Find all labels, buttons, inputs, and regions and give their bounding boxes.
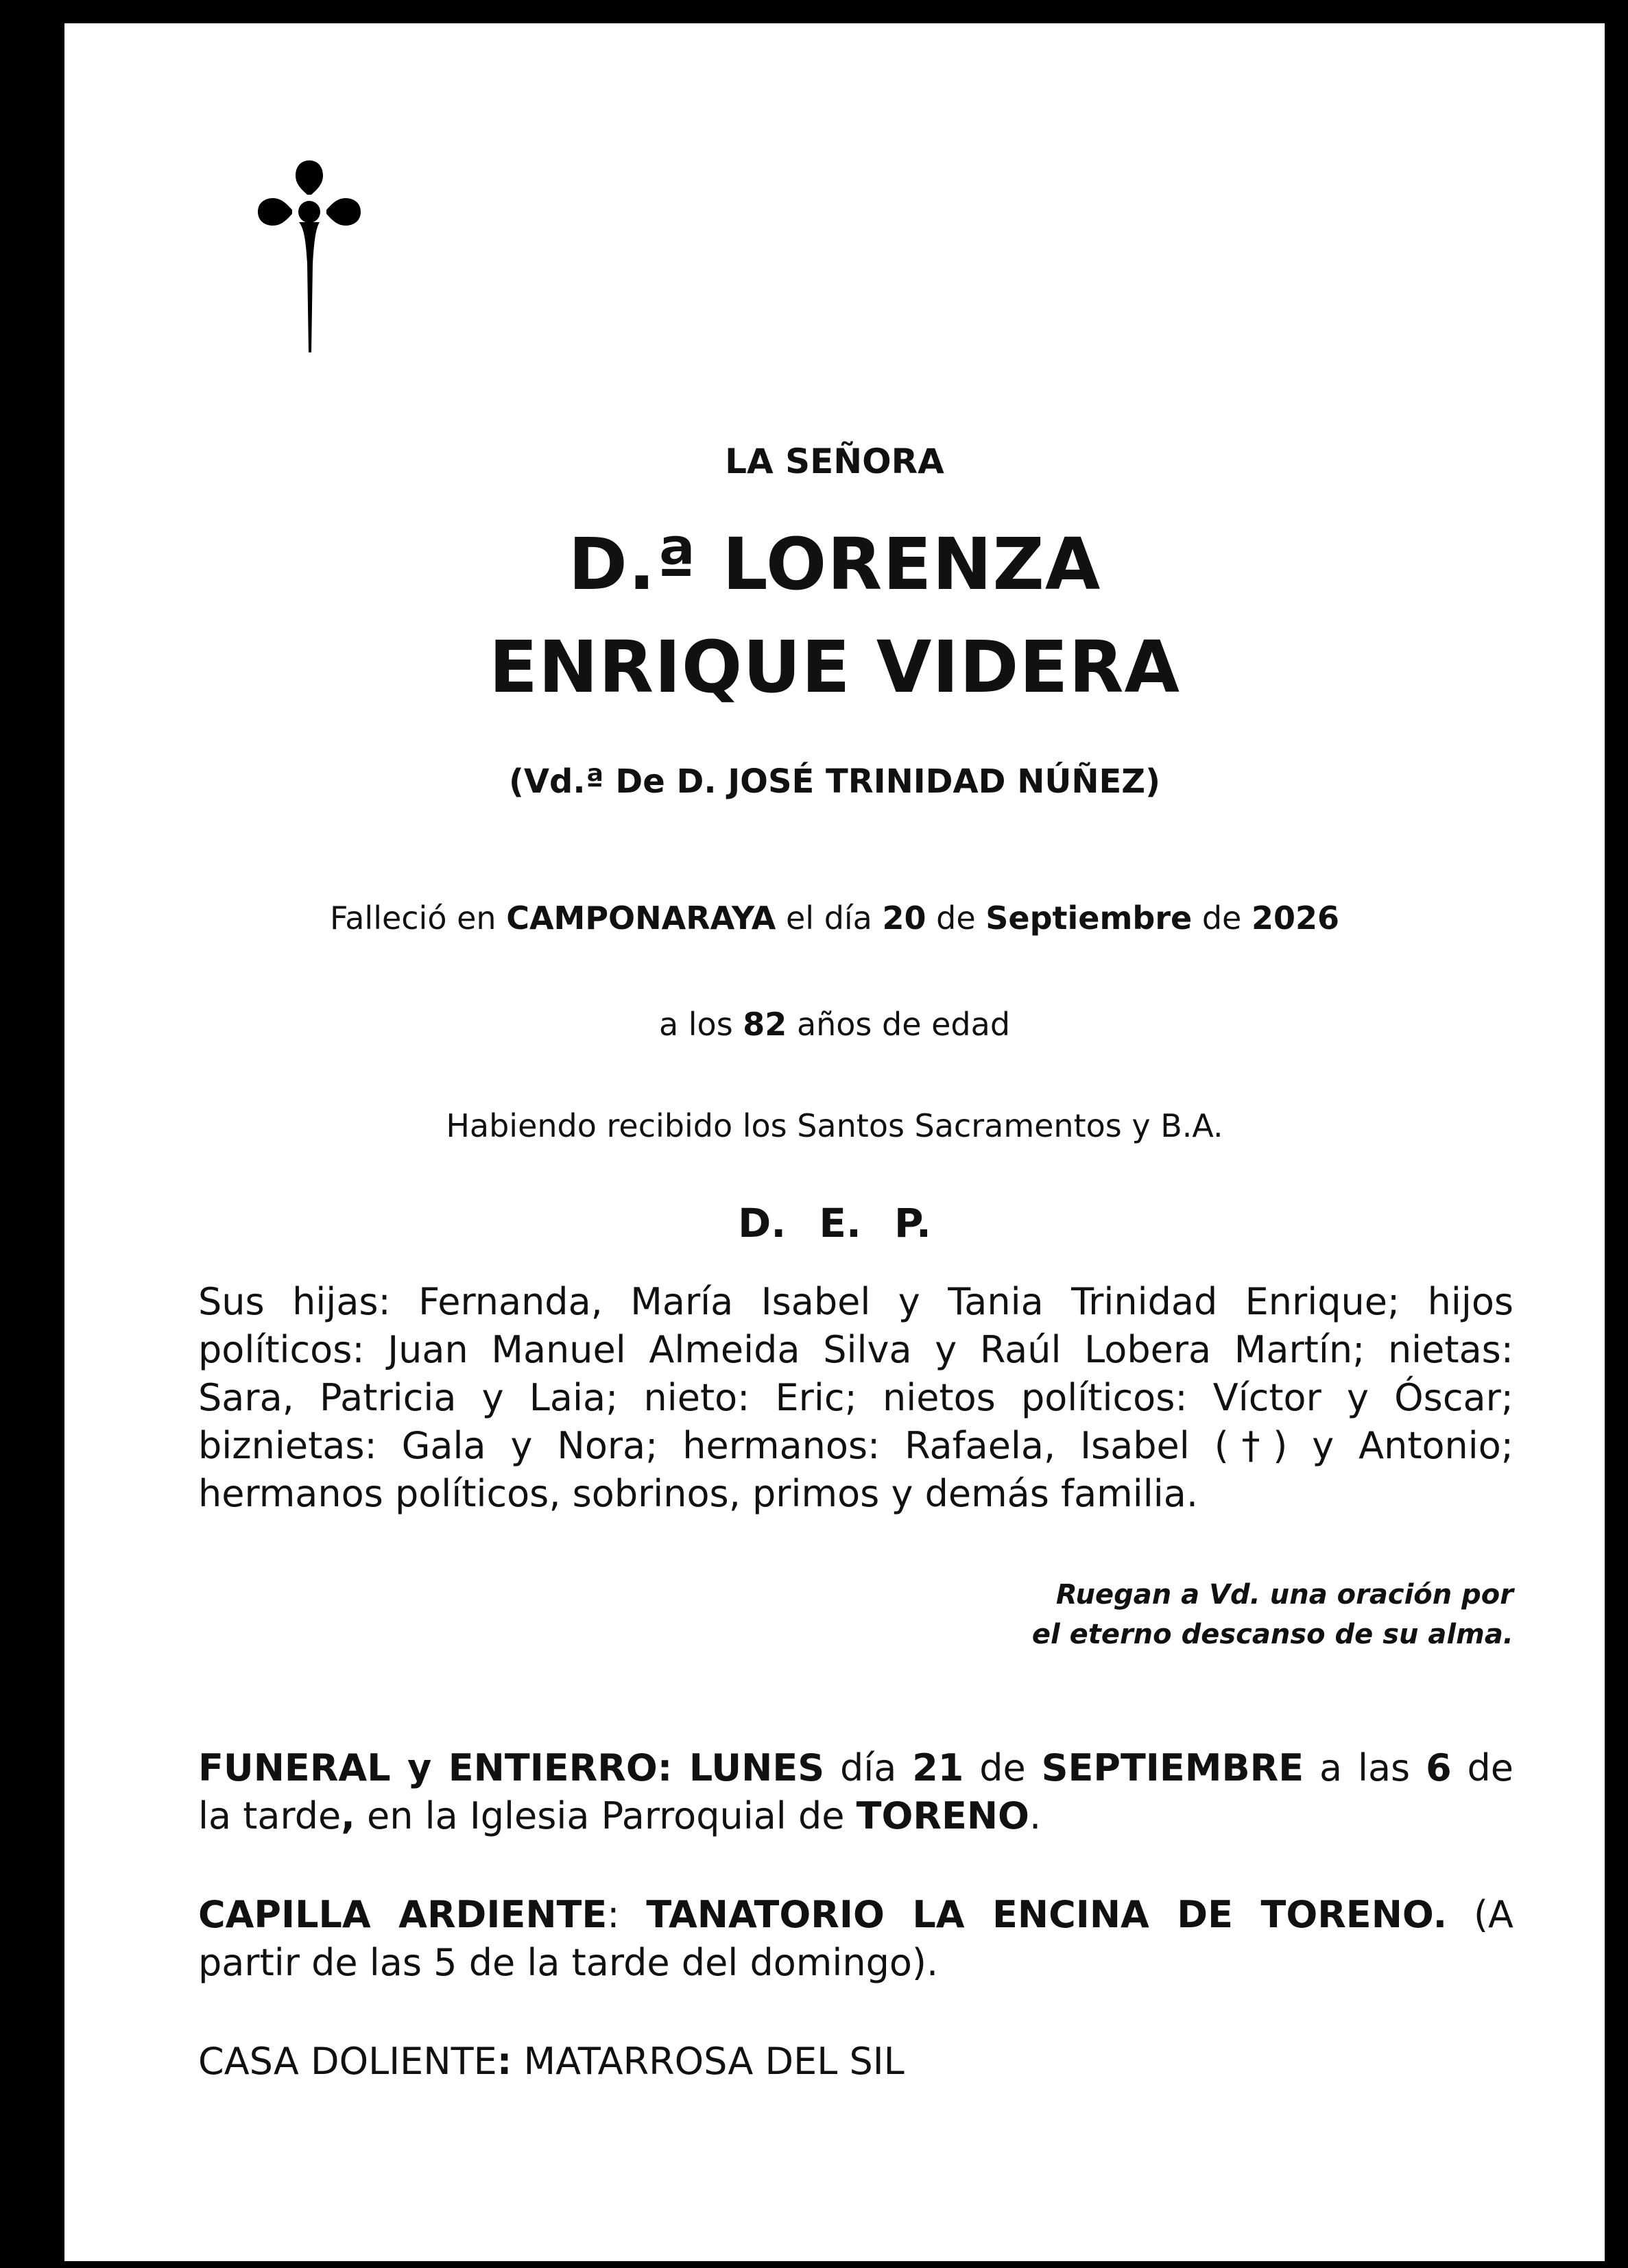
mourning-house-line: CASA DOLIENTE: MATARROSA DEL SIL bbox=[198, 2040, 905, 2083]
obituary-card bbox=[64, 23, 1605, 2261]
title-label: LA SEÑORA bbox=[725, 442, 944, 481]
family-paragraph: Sus hijas: Fernanda, María Isabel y Tania Trinidad Enrique; hijos políticos: Juan Manuel Almeida Silva y Raúl Lobera Martín; nietas: Sara, Patricia y Laia; nieto: Eric; nietos políticos: Víctor y Óscar; biznietas: Gala y Nora; hermanos: Rafaela, Isabel (†) y Antonio; hermanos políticos, sobrinos, primos y demás familia. bbox=[198, 1280, 1513, 1515]
funeral-paragraph: FUNERAL y ENTIERRO: LUNES día 21 de SEPTIEMBRE a las 6 de la tarde, en la Iglesia Parroquial de TORENO. bbox=[198, 1746, 1513, 1837]
age-line: a los 82 años de edad bbox=[658, 1006, 1011, 1043]
widow-of-line: (Vd.ª De D. JOSÉ TRINIDAD NÚÑEZ) bbox=[508, 762, 1161, 801]
dep-line: D. E. P. bbox=[738, 1200, 931, 1246]
deceased-name-line2: ENRIQUE VIDERA bbox=[488, 625, 1181, 709]
cross-icon bbox=[258, 160, 361, 352]
sacraments-line: Habiendo recibido los Santos Sacramentos y B.A. bbox=[446, 1107, 1223, 1144]
deceased-name-line1: D.ª LORENZA bbox=[568, 522, 1101, 606]
death-line: Falleció en CAMPONARAYA el día 20 de Septiembre de 2026 bbox=[329, 900, 1340, 937]
prayer-request: Ruegan a Vd. una oración por el eterno descanso de su alma. bbox=[1031, 1579, 1513, 1650]
chapel-paragraph: CAPILLA ARDIENTE: TANATORIO LA ENCINA DE TORENO. (A partir de las 5 de la tarde del domingo). bbox=[198, 1893, 1513, 1984]
